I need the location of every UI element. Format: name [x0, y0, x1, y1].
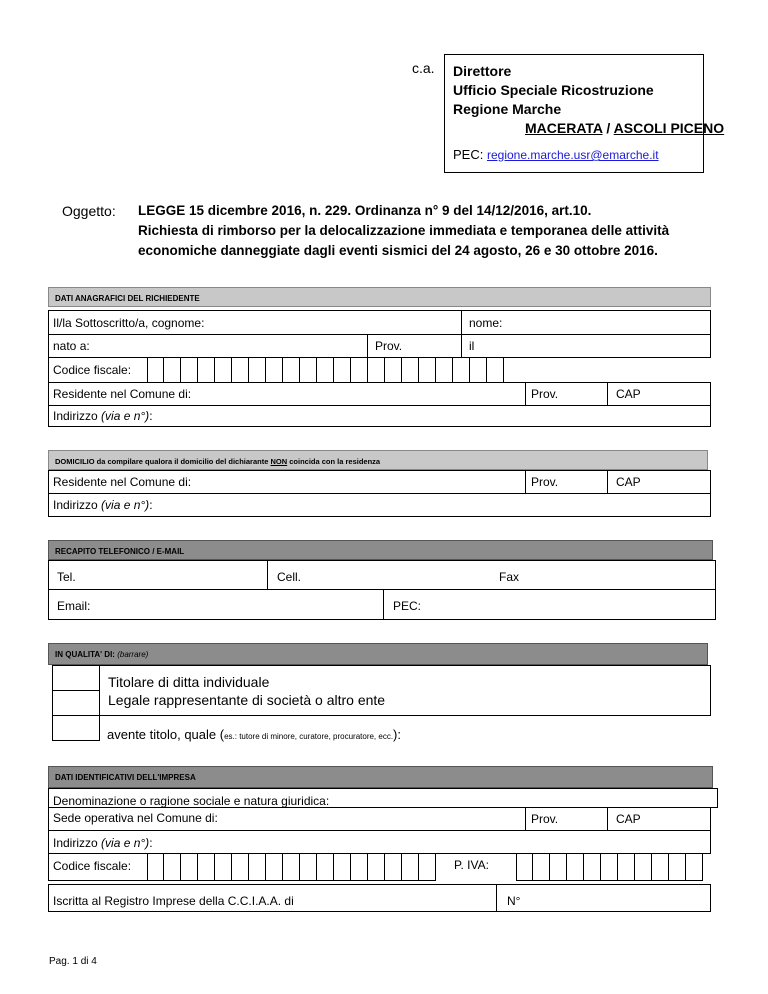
row-email	[48, 589, 716, 620]
char-cell[interactable]	[164, 853, 181, 881]
nato-label: nato a:	[53, 339, 90, 353]
opt3-small: es.: tutore di minore, curatore, procuratore, ecc.	[224, 732, 394, 741]
char-cell[interactable]	[147, 357, 164, 383]
column-divider	[267, 561, 268, 589]
subject-line3: economiche danneggiate dagli eventi sismici del 24 agosto, 26 e 30 ottobre 2016.	[138, 243, 658, 258]
impresa-indirizzo-hint: (via e n°)	[101, 836, 150, 850]
char-cell[interactable]	[419, 853, 436, 881]
row-telefono	[48, 560, 716, 590]
row-sede	[48, 807, 711, 831]
column-divider	[383, 590, 384, 619]
recipient-line2: Ufficio Speciale Ricostruzione	[453, 82, 654, 98]
domicilio-note-end: coincida con la residenza	[287, 457, 381, 466]
char-cell[interactable]	[601, 853, 618, 881]
piva-cells[interactable]	[516, 853, 703, 881]
subject-line2: Richiesta di rimborso per la delocalizzazione immediata e temporanea delle attività	[138, 223, 670, 238]
column-divider	[607, 808, 608, 830]
cognome-label: Il/la Sottoscritto/a, cognome:	[53, 316, 205, 330]
char-cell[interactable]	[436, 357, 453, 383]
char-cell[interactable]	[266, 853, 283, 881]
char-cell[interactable]	[652, 853, 669, 881]
tel-label: Tel.	[57, 570, 76, 584]
column-divider	[461, 335, 462, 357]
char-cell[interactable]	[249, 853, 266, 881]
indirizzo-text: Indirizzo	[53, 409, 98, 423]
qualita-hint: (barrare)	[117, 650, 149, 659]
domicilio-cap-label: CAP	[616, 475, 641, 489]
char-cell[interactable]	[402, 853, 419, 881]
nato-prov-label: Prov.	[375, 339, 403, 353]
checkbox-avente-titolo[interactable]	[52, 715, 100, 741]
char-cell[interactable]	[533, 853, 550, 881]
row-residenza	[48, 382, 711, 406]
char-cell[interactable]	[215, 853, 232, 881]
impresa-cf-label: Codice fiscale:	[53, 859, 132, 873]
piva-label: P. IVA:	[454, 858, 489, 872]
ca-label: c.a.	[412, 60, 435, 76]
domicilio-indirizzo-text: Indirizzo	[53, 498, 98, 512]
char-cell[interactable]	[550, 853, 567, 881]
codice-fiscale-cells[interactable]	[147, 357, 504, 383]
codice-fiscale-label-box	[48, 357, 148, 383]
indirizzo-label	[53, 409, 153, 423]
char-cell[interactable]	[470, 357, 487, 383]
column-divider	[525, 383, 526, 405]
column-divider	[461, 311, 462, 334]
char-cell[interactable]	[181, 357, 198, 383]
impresa-cf-label-box	[48, 853, 148, 881]
domicilio-header	[48, 450, 708, 470]
column-divider	[607, 471, 608, 493]
row-denominazione	[48, 788, 718, 808]
sede-label: Sede operativa nel Comune di:	[53, 811, 218, 825]
char-cell[interactable]	[368, 357, 385, 383]
opt3-end: ):	[393, 727, 401, 742]
opt-avente-titolo-label	[107, 727, 401, 742]
domicilio-non: NON	[270, 457, 288, 466]
column-divider	[367, 335, 368, 357]
char-cell[interactable]	[300, 853, 317, 881]
row-cognome-nome	[48, 310, 711, 335]
char-cell[interactable]	[232, 357, 249, 383]
char-cell[interactable]	[351, 357, 368, 383]
pec-email-link[interactable]: regione.marche.usr@emarche.it	[486, 148, 659, 162]
char-cell[interactable]	[164, 357, 181, 383]
column-divider	[607, 383, 608, 405]
subject-label: Oggetto:	[62, 203, 116, 219]
opt-legale-label: Legale rappresentante di società o altro ente	[108, 692, 386, 708]
subject-line1: LEGGE 15 dicembre 2016, n. 229. Ordinanza n° 9 del 14/12/2016, art.10.	[138, 203, 592, 218]
row-domicilio-residenza	[48, 470, 711, 494]
impresa-indirizzo-text: Indirizzo	[53, 836, 98, 850]
char-cell[interactable]	[181, 853, 198, 881]
char-cell[interactable]	[351, 853, 368, 881]
char-cell[interactable]	[334, 853, 351, 881]
domicilio-note: da compilare qualora il domicilio del dichiarante	[94, 457, 271, 466]
indirizzo-hint: (via e n°)	[101, 409, 150, 423]
impresa-header: DATI IDENTIFICATIVI DELL'IMPRESA	[48, 766, 713, 788]
residente-label: Residente nel Comune di:	[53, 387, 192, 401]
cell-label: Cell.	[277, 570, 302, 584]
char-cell[interactable]	[249, 357, 266, 383]
domicilio-indirizzo-label	[53, 498, 153, 512]
recipient-box	[444, 54, 725, 173]
page-number: Pag. 1 di 4	[49, 956, 97, 967]
char-cell[interactable]	[385, 357, 402, 383]
il-label: il	[469, 339, 475, 353]
char-cell[interactable]	[317, 357, 334, 383]
recipient-pec	[453, 147, 659, 162]
nome-label: nome:	[469, 316, 503, 330]
row-indirizzo	[48, 405, 711, 427]
column-divider	[496, 885, 497, 911]
indirizzo-colon: :	[149, 409, 153, 423]
char-cell[interactable]	[567, 853, 584, 881]
char-cell[interactable]	[147, 853, 164, 881]
anagrafici-header: DATI ANAGRAFICI DEL RICHIEDENTE	[48, 287, 711, 307]
residente-prov-label: Prov.	[531, 387, 559, 401]
char-cell[interactable]	[635, 853, 652, 881]
column-divider	[525, 471, 526, 493]
char-cell[interactable]	[317, 853, 334, 881]
domicilio-residente-label: Residente nel Comune di:	[53, 475, 192, 489]
char-cell[interactable]	[283, 357, 300, 383]
char-cell[interactable]	[334, 357, 351, 383]
opt3-text: avente titolo, quale (	[107, 727, 225, 742]
registro-label: Iscritta al Registro Imprese della C.C.I.A.A. di	[53, 894, 294, 908]
impresa-indirizzo-colon: :	[149, 836, 153, 850]
recapito-header: RECAPITO TELEFONICO / E-MAIL	[48, 540, 713, 560]
row-domicilio-indirizzo	[48, 493, 711, 517]
char-cell[interactable]	[385, 853, 402, 881]
char-cell[interactable]	[283, 853, 300, 881]
char-cell[interactable]	[232, 853, 249, 881]
domicilio-indirizzo-hint: (via e n°)	[101, 498, 150, 512]
char-cell[interactable]	[618, 853, 635, 881]
char-cell[interactable]	[198, 853, 215, 881]
char-cell[interactable]	[686, 853, 703, 881]
domicilio-indirizzo-colon: :	[149, 498, 153, 512]
codice-fiscale-label: Codice fiscale:	[53, 363, 132, 377]
fax-label: Fax	[499, 570, 520, 584]
char-cell[interactable]	[487, 357, 504, 383]
recipient-sep: /	[602, 120, 614, 136]
char-cell[interactable]	[215, 357, 232, 383]
recipient-macerata: MACERATA	[525, 120, 603, 136]
recipient-line4	[525, 120, 724, 136]
checkbox-titolare[interactable]	[52, 665, 100, 691]
char-cell[interactable]	[516, 853, 533, 881]
impresa-indirizzo-label	[53, 836, 153, 850]
qualita-header	[48, 643, 708, 665]
domicilio-prov-label: Prov.	[531, 475, 559, 489]
impresa-cf-cells[interactable]	[147, 853, 436, 881]
numero-label: N°	[507, 894, 521, 908]
char-cell[interactable]	[198, 357, 215, 383]
recipient-line3: Regione Marche	[453, 101, 562, 117]
char-cell[interactable]	[669, 853, 686, 881]
char-cell[interactable]	[402, 357, 419, 383]
char-cell[interactable]	[266, 357, 283, 383]
column-divider	[525, 808, 526, 830]
recipient-ascoli: ASCOLI PICENO	[613, 120, 725, 136]
char-cell[interactable]	[368, 853, 385, 881]
char-cell[interactable]	[453, 357, 470, 383]
pec-field-label: PEC:	[393, 599, 422, 613]
char-cell[interactable]	[300, 357, 317, 383]
sede-prov-label: Prov.	[531, 812, 559, 826]
domicilio-title: DOMICILIO	[55, 457, 95, 466]
pec-label: PEC:	[453, 147, 484, 162]
qualita-options-box	[99, 665, 711, 716]
row-nascita	[48, 334, 711, 358]
email-label: Email:	[57, 599, 91, 613]
recipient-line1: Direttore	[453, 63, 512, 79]
residente-cap-label: CAP	[616, 387, 641, 401]
sede-cap-label: CAP	[616, 812, 641, 826]
denominazione-label: Denominazione o ragione sociale e natura giuridica:	[53, 794, 330, 808]
checkbox-legale[interactable]	[52, 690, 100, 716]
qualita-title: IN QUALITA' DI:	[55, 650, 115, 659]
opt-titolare-label: Titolare di ditta individuale	[108, 674, 270, 690]
char-cell[interactable]	[419, 357, 436, 383]
row-registro	[48, 884, 711, 912]
char-cell[interactable]	[584, 853, 601, 881]
row-impresa-indirizzo	[48, 830, 711, 854]
